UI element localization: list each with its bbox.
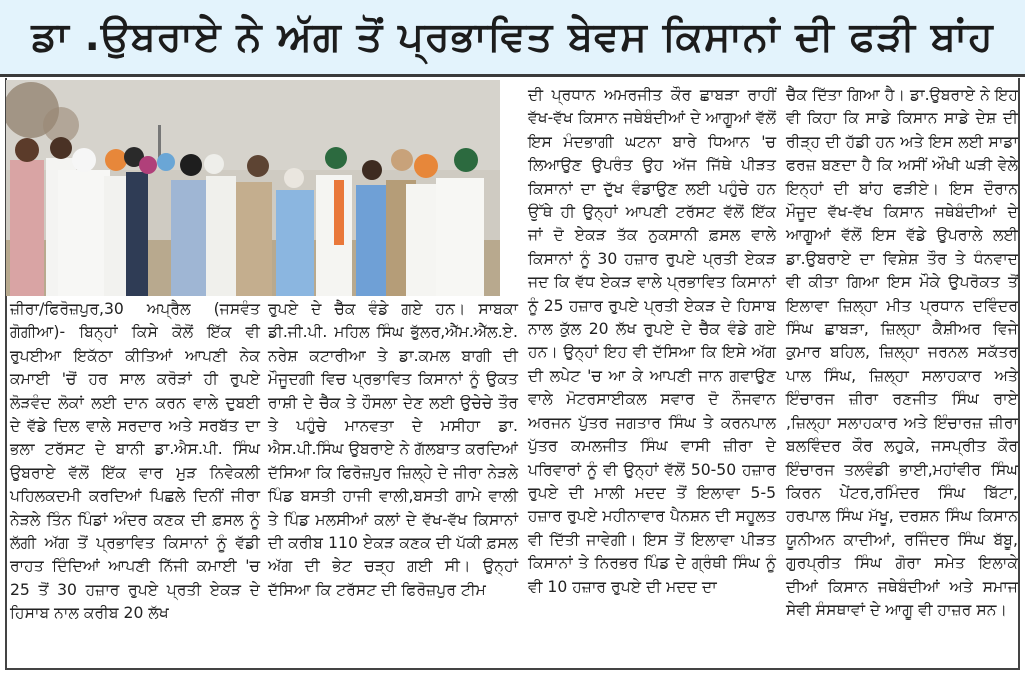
- headline-band: [0, 0, 1025, 77]
- group-photo-illustration: [6, 80, 500, 296]
- article-text: ਚੈੱਕ ਦਿੱਤਾ ਗਿਆ ਹੈ। ਡਾ.ਉਬਰਾਏ ਨੇ ਇਹ ਵੀ ਕਿਹਾ ਕਿ ਸਾਡੇ ਕਿਸਾਨ ਸਾਡੇ ਦੇਸ਼ ਦੀ ਰੀੜ੍ਹ ਦੀ ਹੱਡੀ ਹਨ ਅਤੇ ਇਸ ਲਈ ਸਾਡਾ ਫਰਜ਼ ਬਣਦਾ ਹੈ ਕਿ ਅਸੀਂ ਔਖੀ ਘੜੀ ਵੇਲੇ ਇਨ੍ਹਾਂ ਦੀ ਬਾਂਹ ਫੜੀਏ। ਇਸ ਦੌਰਾਨ ਮੌਜੂਦ ਵੱਖ-ਵੱਖ ਕਿਸਾਨ ਜਥੇਬੰਦੀਆਂ ਦੇ ਆਗੂਆਂ ਵੱਲੋਂ ਇਸ ਵੱਡੇ ਉਪਰਾਲੇ ਲਈ ਡਾ.ਉਬਰਾਏ ਦਾ ਵਿਸ਼ੇਸ਼ ਤੌਰ ਤੇ ਧੰਨਵਾਦ ਵੀ ਕੀਤਾ ਗਿਆ ਇਸ ਮੌਕੇ ਉਪਰੋਕਤ ਤੋਂ ਇਲਾਵਾ ਜ਼ਿਲ੍ਹਾ ਮੀਤ ਪ੍ਰਧਾਨ ਦਵਿੰਦਰ ਸਿੰਘ ਛਾਬੜਾ, ਜ਼ਿਲ੍ਹਾ ਕੈਸ਼ੀਅਰ ਵਿਜੇ ਕੁਮਾਰ ਬਹਿਲ, ਜ਼ਿਲ੍ਹਾ ਜਰਨਲ ਸਕੱਤਰ ਪਾਲ ਸਿੰਘ, ਜ਼ਿਲ੍ਹਾ ਸਲਾਹਕਾਰ ਅਤੇ ਇੰਚਾਰਜ ਜ਼ੀਰਾ ਰਣਜੀਤ ਸਿੰਘ ਰਾਏ ,ਜ਼ਿਲ੍ਹਾ ਸਲਾਹਕਾਰ ਅਤੇ ਇੰਚਾਰਜ਼ ਜ਼ੀਰਾ ਬਲਵਿੰਦਰ ਕੌਰ ਲਹੁਕੇ, ਜਸਪ੍ਰੀਤ ਕੌਰ ਇੰਚਾਰਜ ਤਲਵੰਡੀ ਭਾਈ,ਮਹਾਂਵੀਰ ਸਿੰਘ ਕਿਰਨ ਪੇਂਟਰ,ਰਮਿੰਦਰ ਸਿੰਘ ਬਿੱਟਾ, ਹਰਪਾਲ ਸਿੰਘ ਮੱਖੂ, ਦਰਸ਼ਨ ਸਿੰਘ ਕਿਸਾਨ ਯੂਨੀਅਨ ਕਾਦੀਆਂ, ਰਜਿੰਦਰ ਸਿੰਘ ਬੱਬੂ, ਗੁਰਪ੍ਰੀਤ ਸਿੰਘ ਗੋਰਾ ਸਮੇਤ ਇਲਾਕੇ ਦੀਆਂ ਕਿਸਾਨ ਜਥੇਬੰਦੀਆਂ ਅਤੇ ਸਮਾਜ ਸੇਵੀ ਸੰਸਥਾਵਾਂ ਦੇ ਆਗੂ ਵੀ ਹਾਜ਼ਰ ਸਨ।: [786, 86, 1018, 619]
- article-column-4: [786, 84, 1018, 622]
- article-text: ਦੀ ਪ੍ਰਧਾਨ ਅਮਰਜੀਤ ਕੌਰ ਛਾਬੜਾ ਰਾਹੀਂ ਵੱਖ-ਵੱਖ ਕਿਸਾਨ ਜਥੇਬੰਦੀਆਂ ਦੇ ਆਗੂਆਂ ਵੱਲੋਂ ਇਸ ਮੰਦਭਾਗੀ ਘਟਨਾ ਬਾਰੇ ਧਿਆਨ 'ਚ ਲਿਆਉਣ ਉਪਰੰਤ ਉਹ ਅੱਜ ਜਿੱਥੇ ਪੀੜਤ ਕਿਸਾਨਾਂ ਦਾ ਦੁੱਖ ਵੰਡਾਉਣ ਲਈ ਪਹੁੰਚੇ ਹਨ ਉੱਥੇ ਹੀ ਉਨ੍ਹਾਂ ਆਪਣੀ ਟਰੱਸਟ ਵੱਲੋਂ ਇੱਕ ਜਾਂ ਦੋ ਏਕੜ ਤੱਕ ਨੁਕਸਾਨੀ ਫ਼ਸਲ ਵਾਲੇ ਕਿਸਾਨਾਂ ਨੂੰ 30 ਹਜ਼ਾਰ ਰੁਪਏ ਪ੍ਰਤੀ ਏਕੜ ਜਦ ਕਿ ਵੱਧ ਏਕੜ ਵਾਲੇ ਪ੍ਰਭਾਵਿਤ ਕਿਸਾਨਾਂ ਨੂੰ 25 ਹਜ਼ਾਰ ਰੁਪਏ ਪ੍ਰਤੀ ਏਕੜ ਦੇ ਹਿਸਾਬ ਨਾਲ ਕੁੱਲ 20 ਲੱਖ ਰੁਪਏ ਦੇ ਚੈੱਕ ਵੰਡੇ ਗਏ ਹਨ। ਉਨ੍ਹਾਂ ਇਹ ਵੀ ਦੱਸਿਆ ਕਿ ਇਸੇ ਅੱਗ ਦੀ ਲਪੇਟ 'ਚ ਆ ਕੇ ਆਪਣੀ ਜਾਨ ਗਵਾਉਣ ਵਾਲੇ ਮੋਟਰਸਾਈਕਲ ਸਵਾਰ ਦੋ ਨੌਜਵਾਨ ਅਰਜਨ ਪੁੱਤਰ ਜਗਤਾਰ ਸਿੰਘ ਤੇ ਕਰਨਪਾਲ ਪੁੱਤਰ ਕਮਲਜੀਤ ਸਿੰਘ ਵਾਸੀ ਜ਼ੀਰਾ ਦੇ ਪਰਿਵਾਰਾਂ ਨੂੰ ਵੀ ਉਨ੍ਹਾਂ ਵੱਲੋਂ 50-50 ਹਜ਼ਾਰ ਰੁਪਏ ਦੀ ਮਾਲੀ ਮਦਦ ਤੋਂ ਇਲਾਵਾ 5-5 ਹਜ਼ਾਰ ਰੁਪਏ ਮਹੀਨਾਵਾਰ ਪੈਨਸ਼ਨ ਦੀ ਸਹੂਲਤ ਵੀ ਦਿੱਤੀ ਜਾਵੇਗੀ। ਇਸ ਤੋਂ ਇਲਾਵਾ ਪੀੜਤ ਕਿਸਾਨਾਂ ਤੇ ਨਿਰਭਰ ਪਿੰਡ ਦੇ ਗ੍ਰੰਥੀ ਸਿੰਘ ਨੂੰ ਵੀ 10 ਹਜ਼ਾਰ ਰੁਪਏ ਦੀ ਮਦਦ ਦਾ: [528, 86, 776, 596]
- article-column-2: [268, 298, 518, 602]
- article-text: ਰੁਪਏ ਦੇ ਚੈੱਕ ਵੰਡੇ ਗਏ ਹਨ। ਸਾਬਕਾ ਡੀ.ਜੀ.ਪੀ. ਮਹਿਲ ਸਿੰਘ ਭੁੱਲਰ,ਐੱਮ.ਐੱਲ.ਏ. ਨਰੇਸ਼ ਕਟਾਰੀਆ ਤੇ ਡਾ.ਕਮਲ ਬਾਗੀ ਦੀ ਮੌਜੂਦਗੀ ਵਿਚ ਪ੍ਰਭਾਵਿਤ ਕਿਸਾਨਾਂ ਨੂੰ ਉਕਤ ਰਾਸ਼ੀ ਦੇ ਚੈੱਕ ਤੇ ਹੌਸਲਾ ਦੇਣ ਲਈ ਉਚੇਚੇ ਤੌਰ ਤੇ ਪਹੁੰਚੇ ਮਾਨਵਤਾ ਦੇ ਮਸੀਹਾ ਡਾ. ਐਸ.ਪੀ.ਸਿੰਘ ਉਬਰਾਏ ਨੇ ਗੱਲਬਾਤ ਕਰਦਿਆਂ ਦੱਸਿਆ ਕਿ ਫਿਰੋਜ਼ਪੁਰ ਜ਼ਿਲ੍ਹੇ ਦੇ ਜੀਰਾ ਨੇੜਲੇ ਪਿੰਡ ਬਸਤੀ ਹਾਜੀ ਵਾਲੀ,ਬਸਤੀ ਗਾਮੇ ਵਾਲੀ ਤੇ ਪਿੰਡ ਮਲਸੀਆਂ ਕਲਾਂ ਦੇ ਵੱਖ-ਵੱਖ ਕਿਸਾਨਾਂ ਦੀ ਕਰੀਬ 110 ਏਕੜ ਕਣਕ ਦੀ ਪੱਕੀ ਫ਼ਸਲ ਅੱਗ ਦੀ ਭੇਟ ਚੜ੍ਹ ਗਈ ਸੀ। ਉਨ੍ਹਾਂ ਦੱਸਿਆ ਕਿ ਟਰੱਸਟ ਦੀ ਫਿਰੋਜ਼ਪੁਰ ਟੀਮ: [268, 300, 518, 599]
- headline: ਡਾ .ਉਬਰਾਏ ਨੇ ਅੱਗ ਤੋਂ ਪ੍ਰਭਾਵਿਤ ਬੇਵਸ ਕਿਸਾਨਾਂ ਦੀ ਫੜੀ ਬਾਂਹ: [31, 14, 994, 60]
- article-column-3: [528, 84, 776, 599]
- article-text: ਜ਼ੀਰਾ/ਫਿਰੋਜ਼ਪੁਰ,30 ਅਪ੍ਰੈਲ (ਜਸਵੰਤ ਗੋਗੀਆ)- ਬਿਨ੍ਹਾਂ ਕਿਸੇ ਕੋਲੋਂ ਇੱਕ ਵੀ ਰੁਪਈਆ ਇਕੱਠਾ ਕੀਤਿਆਂ ਆਪਣੀ ਨੇਕ ਕਮਾਈ 'ਚੋਂ ਹਰ ਸਾਲ ਕਰੋੜਾਂ ਹੀ ਰੁਪਏ ਲੋੜਵੰਦ ਲੋਕਾਂ ਲਈ ਦਾਨ ਕਰਨ ਵਾਲੇ ਦੁਬਈ ਦੇ ਵੱਡੇ ਦਿਲ ਵਾਲੇ ਸਰਦਾਰ ਅਤੇ ਸਰਬੱਤ ਦਾ ਭਲਾ ਟਰੱਸਟ ਦੇ ਬਾਨੀ ਡਾ.ਐਸ.ਪੀ. ਸਿੰਘ ਉਬਰਾਏ ਵੱਲੋਂ ਇੱਕ ਵਾਰ ਮੁੜ ਨਿਵੇਕਲੀ ਪਹਿਲਕਦਮੀ ਕਰਦਿਆਂ ਪਿਛਲੇ ਦਿਨੀਂ ਜੀਰਾ ਨੇੜਲੇ ਤਿੰਨ ਪਿੰਡਾਂ ਅੰਦਰ ਕਣਕ ਦੀ ਫ਼ਸਲ ਨੂੰ ਲੱਗੀ ਅੱਗ ਤੋਂ ਪ੍ਰਭਾਵਿਤ ਕਿਸਾਨਾਂ ਨੂੰ ਵੱਡੀ ਰਾਹਤ ਦਿੰਦਿਆਂ ਆਪਣੀ ਨਿੱਜੀ ਕਮਾਈ 'ਚ 25 ਤੋਂ 30 ਹਜ਼ਾਰ ਰੁਪਏ ਪ੍ਰਤੀ ਏਕੜ ਦੇ ਹਿਸਾਬ ਨਾਲ ਕਰੀਬ 20 ਲੱਖ: [10, 300, 260, 623]
- news-photo: [6, 80, 500, 296]
- article-column-1: [10, 298, 260, 626]
